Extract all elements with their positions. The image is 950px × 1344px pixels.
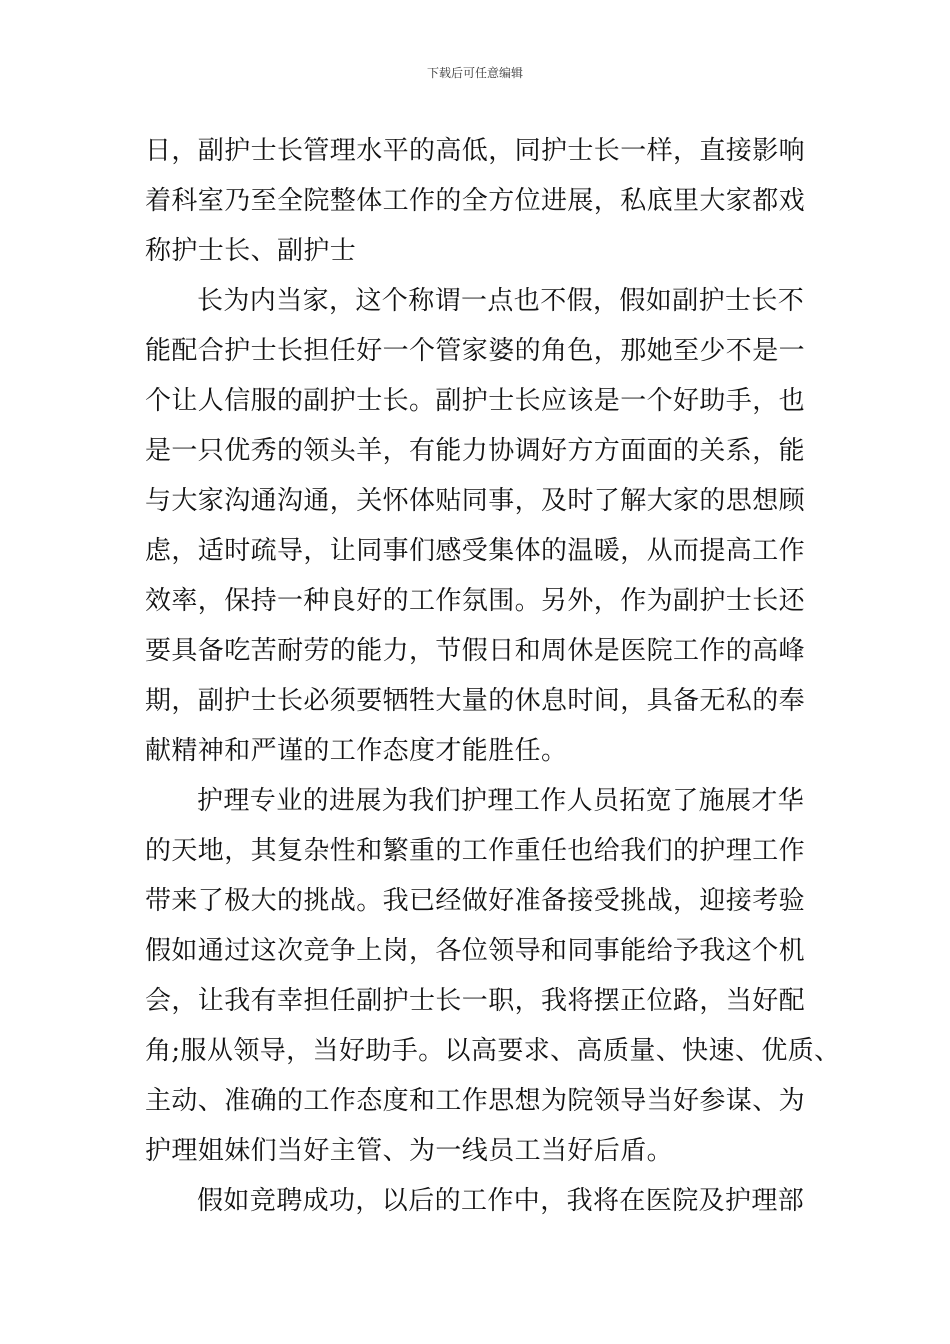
text-line: 角;服从领导，当好助手。以高要求、高质量、快速、优质、 (145, 1036, 841, 1066)
text-line: 主动、准确的工作态度和工作思想为院领导当好参谋、为 (145, 1086, 806, 1116)
text-line: 与大家沟通沟通，关怀体贴同事，及时了解大家的思想顾 (145, 486, 806, 516)
document-body (145, 126, 841, 1226)
text-line: 能配合护士长担任好一个管家婆的角色，那她至少不是一 (145, 336, 806, 366)
text-line: 假如通过这次竞争上岗，各位领导和同事能给予我这个机 (145, 936, 806, 966)
paragraph-first-line: 长为内当家，这个称谓一点也不假，假如副护士长不 (197, 286, 805, 316)
text-line: 个让人信服的副护士长。副护士长应该是一个好助手，也 (145, 386, 806, 416)
text-line: 带来了极大的挑战。我已经做好准备接受挑战，迎接考验 (145, 886, 806, 916)
paragraph-first-line: 护理专业的进展为我们护理工作人员拓宽了施展才华 (197, 786, 805, 816)
text-line: 着科室乃至全院整体工作的全方位进展，私底里大家都戏 (145, 186, 806, 216)
text-line: 期，副护士长必须要牺牲大量的休息时间，具备无私的奉 (145, 686, 806, 716)
text-line: 日，副护士长管理水平的高低，同护士长一样，直接影响 (145, 136, 806, 166)
paragraph-first-line: 假如竞聘成功，以后的工作中，我将在医院及护理部 (197, 1186, 805, 1216)
text-line: 虑，适时疏导，让同事们感受集体的温暖，从而提高工作 (145, 536, 806, 566)
text-line: 效率，保持一种良好的工作氛围。另外，作为副护士长还 (145, 586, 806, 616)
text-line: 护理姐妹们当好主管、为一线员工当好后盾。 (145, 1136, 674, 1166)
text-line: 的天地，其复杂性和繁重的工作重任也给我们的护理工作 (145, 836, 806, 866)
text-line: 献精神和严谨的工作态度才能胜任。 (145, 736, 568, 766)
text-line: 是一只优秀的领头羊，有能力协调好方方面面的关系，能 (145, 436, 806, 466)
page-header: 下载后可任意编辑 (426, 66, 523, 80)
text-line: 会，让我有幸担任副护士长一职，我将摆正位路，当好配 (145, 986, 806, 1016)
text-line: 要具备吃苦耐劳的能力，节假日和周休是医院工作的高峰 (145, 636, 806, 666)
text-line: 称护士长、副护士 (145, 236, 357, 266)
